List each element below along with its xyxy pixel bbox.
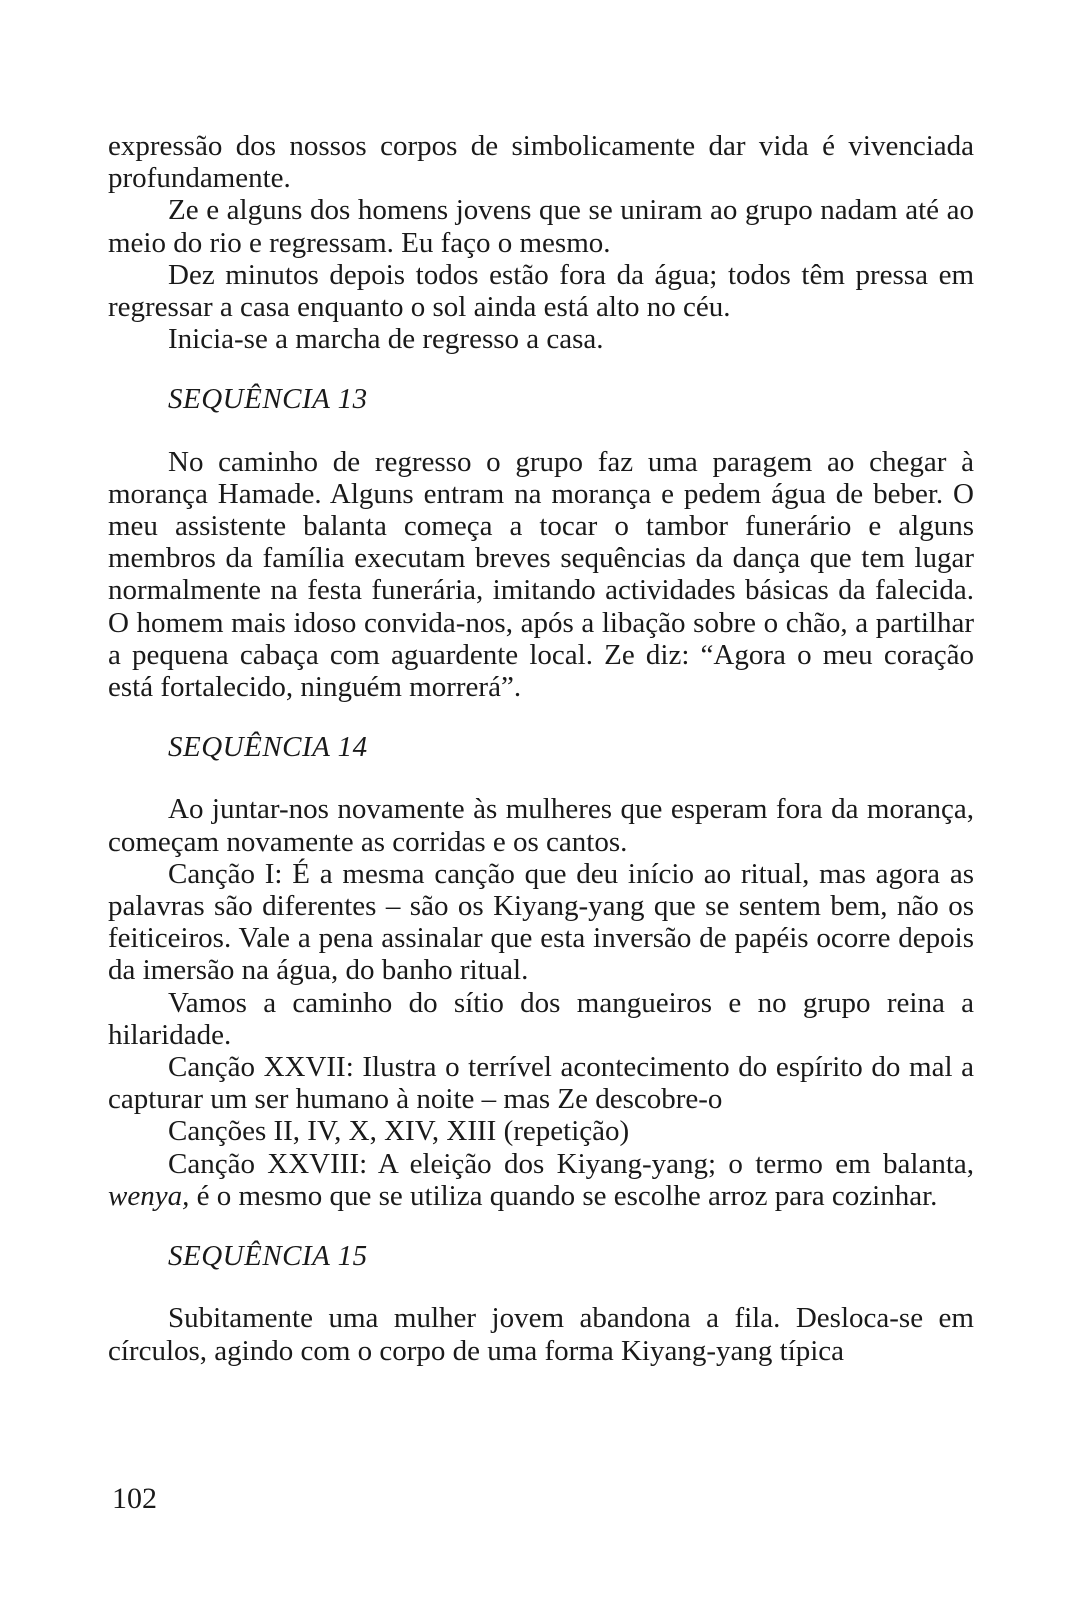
section-heading-14: SEQUÊNCIA 14 (168, 731, 368, 764)
paragraph: expressão dos nossos corpos de simbolicamente dar vida é vivenciada profundamente. (108, 130, 974, 195)
section-heading-15: SEQUÊNCIA 15 (168, 1240, 368, 1273)
page-body (108, 130, 974, 1367)
paragraph: Dez minutos depois todos estão fora da água; todos têm pressa em regressar a casa enquanto o sol ainda está alto no céu. (108, 258, 974, 324)
section-heading-13: SEQUÊNCIA 13 (168, 383, 368, 416)
paragraph-text: Canção XXVIII: A eleição dos Kiyang-yang; o termo em balanta, (168, 1147, 974, 1180)
page-number: 102 (112, 1482, 157, 1515)
paragraph-text: é o mesmo que se utiliza quando se escolhe arroz para cozinhar. (189, 1179, 938, 1212)
paragraph: No caminho de regresso o grupo faz uma paragem ao chegar à morança Hamade. Alguns entram na morança e pedem água de beber. O meu assistente balanta começa a tocar o tambor funerário e alguns membros da família executam breves sequências da dança que tem lugar normalmente na festa funerária, imitando actividades básicas da falecida. O homem mais idoso convida-nos, após a libação sobre o chão, a partilhar a pequena cabaça com aguardente local. Ze diz: “Agora o meu coração está fortalecido, ninguém morrerá”. (108, 445, 974, 704)
paragraph: Canção I: É a mesma canção que deu início ao ritual, mas agora as palavras são diferentes – são os Kiyang-yang que se sentem bem, não os feiticeiros. Vale a pena assinalar que esta inversão de papéis ocorre depois da imersão na água, do banho ritual. (108, 857, 974, 987)
italic-term: wenya, (108, 1179, 190, 1212)
paragraph: Canção XXVII: Ilustra o terrível acontecimento do espírito do mal a capturar um ser humano à noite – mas Ze descobre-o (108, 1051, 974, 1116)
paragraph: Ze e alguns dos homens jovens que se uniram ao grupo nadam até ao meio do rio e regressam. Eu faço o mesmo. (108, 194, 974, 259)
paragraph: Vamos a caminho do sítio dos mangueiros e no grupo reina a hilaridade. (108, 986, 974, 1051)
paragraph: Ao juntar-nos novamente às mulheres que esperam fora da morança, começam novamente as corridas e os cantos. (108, 793, 974, 858)
paragraph: Subitamente uma mulher jovem abandona a fila. Desloca-se em círculos, agindo com o corpo de uma forma Kiyang-yang típica (108, 1302, 974, 1367)
paragraph (108, 1148, 974, 1212)
paragraph: Canções II, IV, X, XIV, XIII (repetição) (168, 1115, 630, 1148)
paragraph: Inicia-se a marcha de regresso a casa. (168, 323, 604, 356)
